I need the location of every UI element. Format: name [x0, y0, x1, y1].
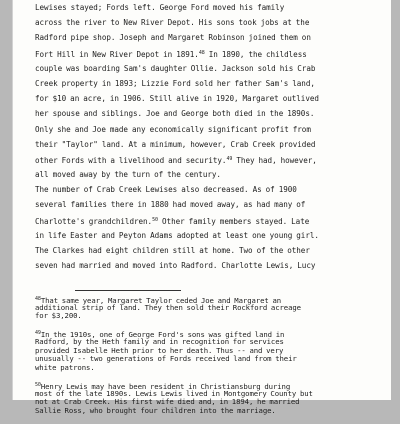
document-page	[12, 0, 391, 415]
text-line: The Clarkes had eight children still at home. Two of the other	[35, 246, 310, 255]
footnote-marker: 49	[226, 155, 233, 162]
footnote-line: most of the late 1890s. Lewis Lewis lived in Montgomery County but	[35, 388, 313, 398]
text-line: their "Taylor" land. At a minimum, however, Crab Creek provided	[35, 139, 316, 149]
footnote-line: $^{49}$In the 1910s, one of George Ford's sons was gifted land in	[35, 330, 285, 340]
footnote-line: unusually -- two generations of Fords received land from their	[35, 354, 297, 364]
text-line: Creek property in 1893; Lizzie Ford sold her father Sam's land,	[35, 78, 315, 88]
footnotes	[35, 295, 385, 424]
footnote-separator	[75, 290, 181, 291]
text-line: across the river to New River Depot. His sons took jobs at the	[35, 18, 310, 28]
text-line: The number of Crab Creek Lewises also decreased. As of 1900	[35, 185, 297, 195]
text-line: couple was boarding Sam's daughter Ollie. Jackson sold his Crab	[35, 63, 316, 73]
footnote-marker: 48	[35, 296, 41, 302]
footnote-line: $^{50}$Henry Lewis may have been resident in Christiansburg during	[35, 381, 291, 391]
footnote-line: for $3,200.	[35, 311, 82, 321]
footnote-line: $^{48}$That same year, Margaret Taylor ceded Joe and Margaret an	[35, 296, 282, 305]
footnote-line: provided Isabelle Heth prior to her death. Thus -- and very	[35, 345, 284, 355]
body-text	[35, 0, 385, 273]
text-line: Fort Hill in New River Depot in 1891.48 In 1890, the childless	[35, 49, 307, 59]
footnote-marker: 50	[35, 381, 41, 388]
footnote-marker: 50	[152, 216, 158, 223]
text-line: Radford pipe shop. Joseph and Margaret Robinson joined them on	[35, 33, 311, 43]
footnote-line: Sallie Ross, who brought four children into the marriage.	[35, 405, 276, 415]
footnote-marker: 48	[198, 49, 205, 56]
footnote-line: white patrons.	[35, 362, 95, 372]
text-line: seven had married and moved into Radford. Charlotte Lewis, Lucy	[35, 261, 316, 271]
text-line: in life Easter and Peyton Adams adopted at least one young girl.	[35, 230, 319, 240]
text-line: several families there in 1880 had moved away, as had many of	[35, 200, 306, 210]
footnote	[35, 295, 385, 321]
text-line: Lewises stayed; Fords left. George Ford moved his family	[35, 3, 285, 12]
text-line: for $10 an acre, in 1906. Still alive in 1920, Margaret outlived	[35, 94, 319, 104]
footnote	[35, 381, 385, 415]
footnote-line: not at Crab Creek. His first wife died and, in 1894, he married	[35, 397, 300, 407]
footnote-line: additional strip of land. They then sold their Rockford acreage	[35, 302, 301, 312]
footnote-marker: 49	[35, 330, 41, 337]
text-line: all moved away by the turn of the century.	[35, 170, 221, 180]
text-line: Charlotte's grandchildren.$^{50}$ Other family members stayed. Late	[35, 216, 310, 226]
footnote-line: Radford, by the Heth family and in recognition for services	[35, 336, 284, 346]
text-line: other Fords with a livelihood and security.$^{49}$ They had, however,	[35, 155, 317, 165]
text-line: Only she and Joe made any economically significant profit from	[35, 124, 311, 134]
footnote	[35, 329, 385, 372]
text-line: her spouse and siblings. Joe and George both died in the 1890s.	[35, 109, 315, 119]
